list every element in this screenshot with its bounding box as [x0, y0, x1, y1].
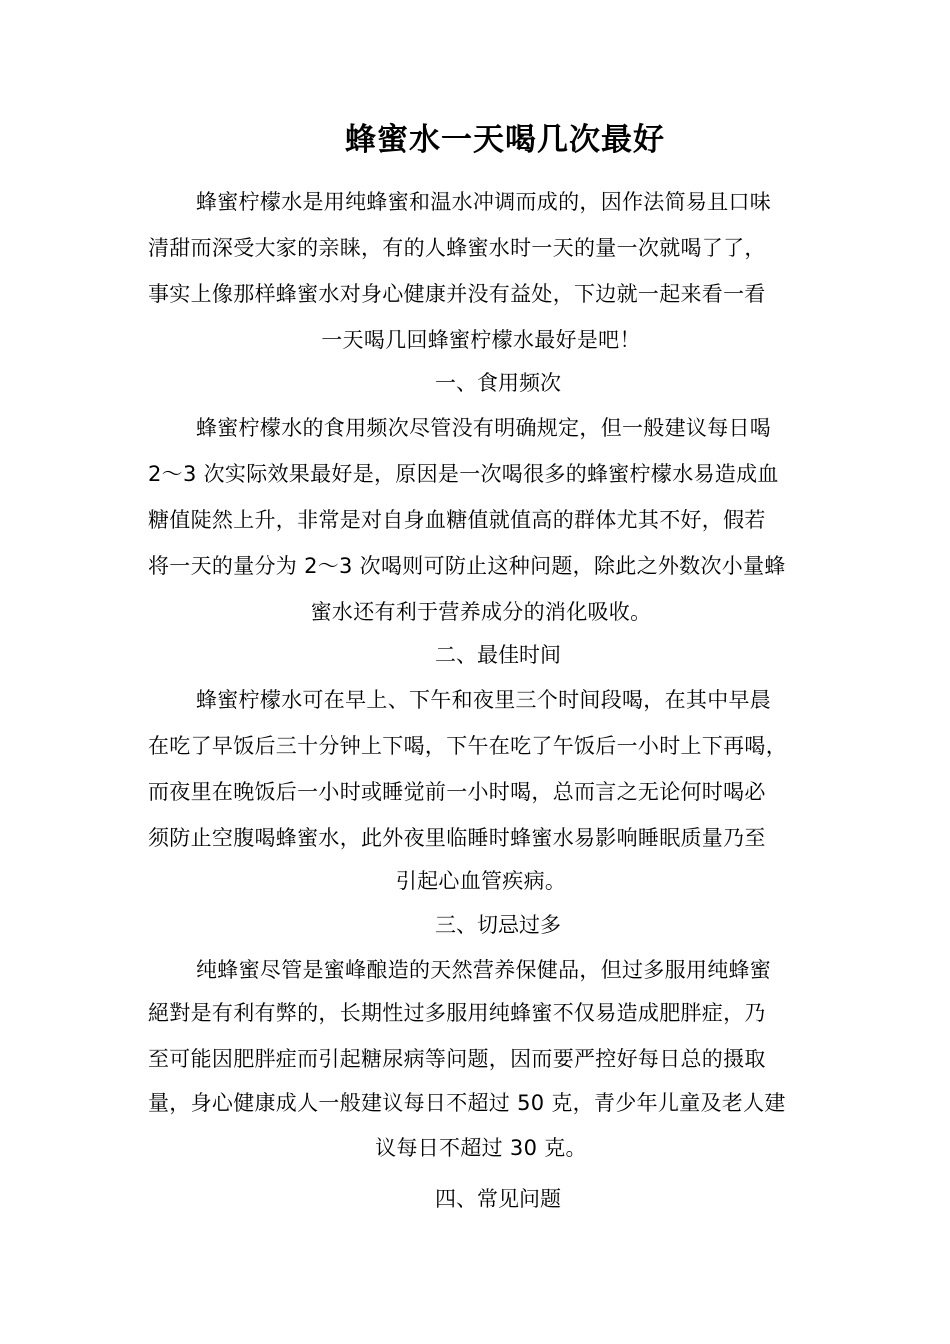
section-2-line-5: 引起心血管疾病。: [395, 869, 567, 893]
section-2-line-2: 在吃了早饭后三十分钟上下喝，下午在吃了午饭后一小时上下再喝，: [148, 734, 787, 758]
section-1-line-1: 蜂蜜柠檬水的食用频次尽管没有明确规定，但一般建议每日喝: [196, 416, 772, 440]
section-3-line-2: 絕對是有利有弊的，长期性过多服用纯蜂蜜不仅易造成肥胖症，乃: [148, 1001, 766, 1025]
section-3-line-1: 纯蜂蜜尽管是蜜峰酿造的天然营养保健品，但过多服用纯蜂蜜: [196, 958, 772, 982]
section-1-line-2: 2～3 次实际效果最好是，原因是一次喝很多的蜂蜜柠檬水易造成血: [148, 462, 779, 486]
section-heading-2: 二、最佳时间: [435, 643, 561, 667]
intro-line-4: 一天喝几回蜂蜜柠檬水最好是吧！: [321, 328, 641, 352]
section-2-line-1: 蜂蜜柠檬水可在早上、下午和夜里三个时间段喝，在其中早晨: [196, 688, 772, 712]
section-heading-4: 四、常见问题: [435, 1187, 561, 1211]
intro-line-3: 事实上像那样蜂蜜水对身心健康并没有益处，下边就一起来看一看: [148, 282, 766, 306]
section-1-line-4: 将一天的量分为 2～3 次喝则可防止这种问题，除此之外数次小量蜂: [148, 554, 786, 578]
intro-line-2: 清甜而深受大家的亲睐，有的人蜂蜜水时一天的量一次就喝了了，: [148, 236, 766, 260]
intro-line-1: 蜂蜜柠檬水是用纯蜂蜜和温水冲调而成的，因作法简易且口味: [196, 190, 772, 214]
section-1-line-3: 糖值陡然上升，非常是对自身血糖值就值高的群体尤其不好，假若: [148, 508, 766, 532]
document-title: 蜂蜜水一天喝几次最好: [345, 122, 665, 158]
section-3-line-5: 议每日不超过 30 克。: [375, 1136, 587, 1160]
section-1-line-5: 蜜水还有利于营养成分的消化吸收。: [310, 600, 652, 624]
section-2-line-3: 而夜里在晚饭后一小时或睡觉前一小时喝，总而言之无论何时喝必: [148, 780, 766, 804]
section-3-line-3: 至可能因肥胖症而引起糖尿病等问题，因而要严控好每日总的摄取: [148, 1047, 766, 1071]
section-3-line-4: 量，身心健康成人一般建议每日不超过 50 克，青少年儿童及老人建: [148, 1091, 786, 1115]
section-2-line-4: 须防止空腹喝蜂蜜水，此外夜里临睡时蜂蜜水易影响睡眠质量乃至: [148, 826, 766, 850]
section-heading-1: 一、食用频次: [435, 371, 561, 395]
section-heading-3: 三、切忌过多: [435, 913, 561, 937]
